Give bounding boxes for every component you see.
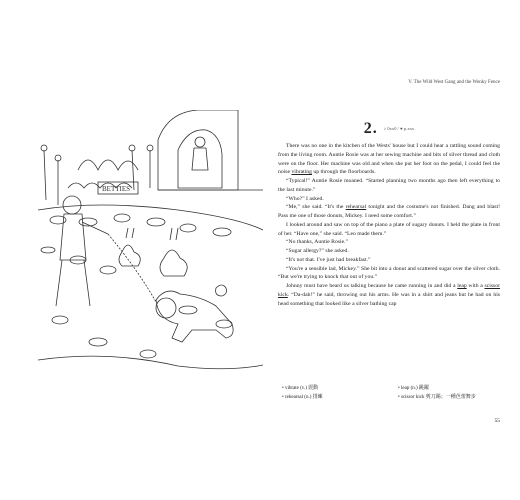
vocab-item: • rehearsal (n.) 排練	[282, 395, 323, 400]
paragraph: There was no one in the kitchen of the Wests' house but I could hear a rattling sound coming from the living room. Auntie Rosie was at her sewing machine and bits of silver thread and cloth were on the floor. Her machine was old and when she put her foot on the pedal, I could feel the noise vibrating up through the floorboards.	[278, 143, 500, 176]
track-meta: ♪ 0xx0 / ● p.xxx	[383, 126, 415, 131]
paragraph: I looked around and saw on top of the piano a plate of sugary donuts. I held the plate in front of her. “Have one,” she said. “Leo made them.”	[278, 221, 500, 237]
vocab-row	[282, 384, 500, 393]
paragraph: “Me,” she said. “It's the rehearsal tonight and the costume's not finished. Dang and blast! Pass me one of those donuts, Mickey. I need some comfort.”	[278, 204, 500, 219]
paragraph: “Who?” I asked.	[286, 195, 324, 202]
paragraph: “No thanks, Auntie Rosie.”	[286, 239, 349, 246]
paragraph: “It's not that. I've just had breakfast.”	[286, 256, 371, 263]
vocab-item: • scissor kick 剪刀踢；一種芭蕾舞步	[398, 395, 476, 400]
paragraph: “Sugar allergy?” she asked.	[286, 248, 349, 254]
track-number: 2.	[363, 120, 378, 137]
sign-text: BETTIES	[102, 185, 130, 193]
running-head: V. The Wild West Gang and the Wonky Fence	[408, 80, 500, 85]
vocab-item: • leap (n.) 跳躍	[398, 386, 429, 391]
paragraph: Johnny must have heard us talking because he came running in and did a leap with a scissor kick. “Da-dah!” he said, throwing out his arms. He was in a shirt and jeans but he had on his head something that looked like a silver bathing cap	[278, 283, 500, 307]
vocabulary-box	[282, 384, 500, 402]
paragraph: “Typical!” Auntie Rosie moaned. “Started planning two months ago then left everything to the last minute.”	[278, 178, 500, 193]
vocab-row	[282, 393, 500, 402]
paragraph: “You're a sensible lad, Mickey.” She bit into a donut and scattered sugar over the silver cloth. “But we're trying to knock that out of you.”	[278, 265, 500, 281]
story-text	[278, 142, 500, 308]
garden-illustration	[38, 110, 263, 380]
vocab-item: • vibrate (v.) 震動	[282, 386, 319, 391]
track-heading	[278, 120, 500, 138]
page-number: 55	[494, 418, 500, 424]
